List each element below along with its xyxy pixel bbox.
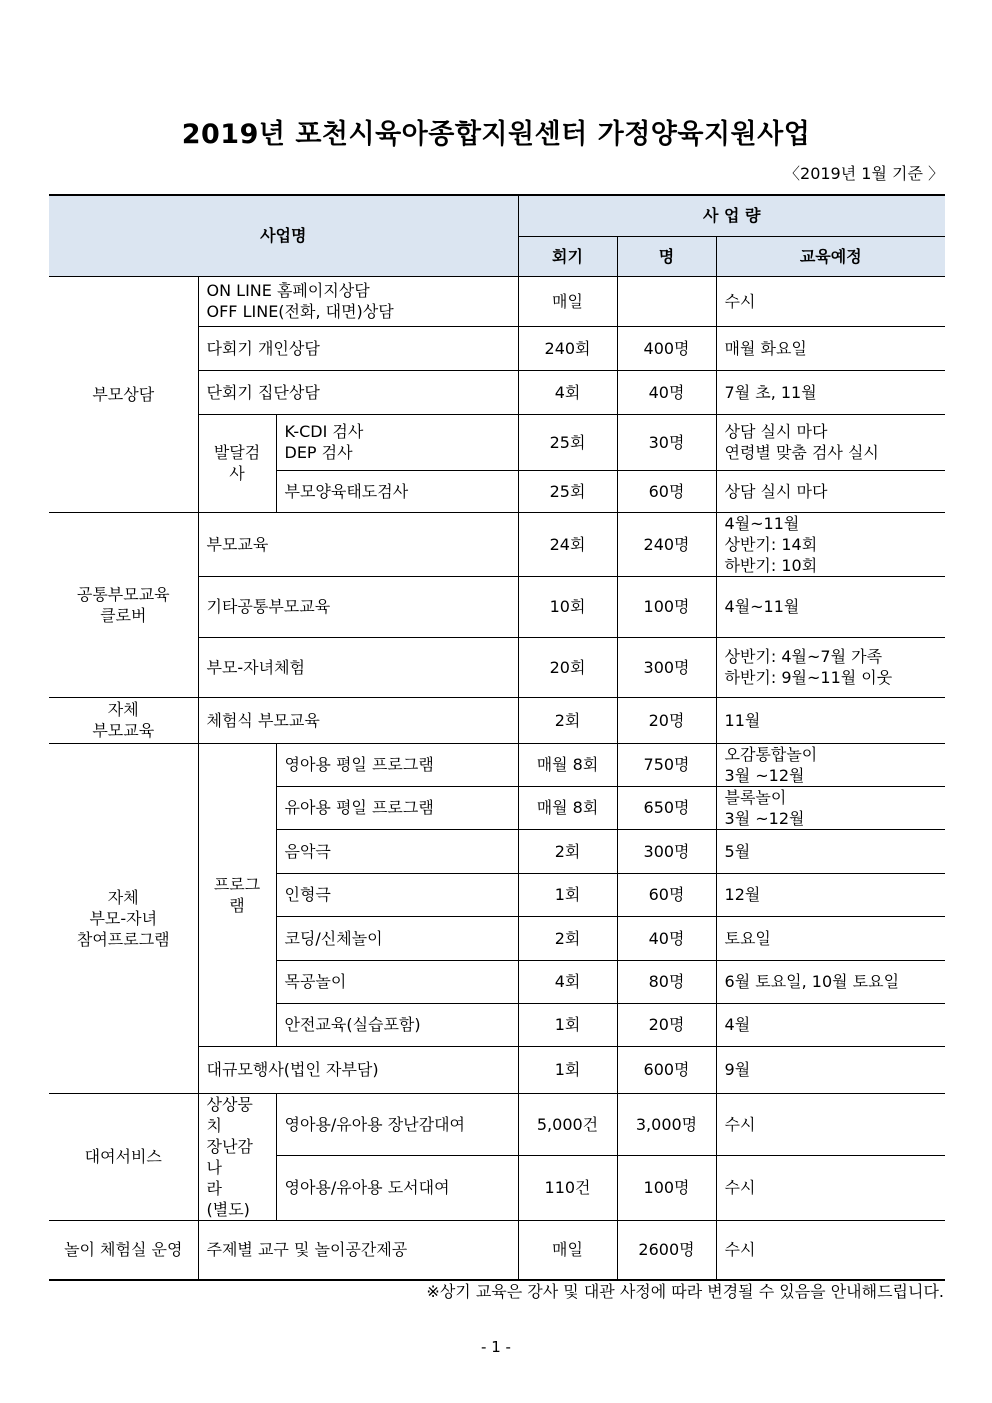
schedule-cell: 수시 (716, 1220, 945, 1280)
program-name: ON LINE 홈페이지상담 OFF LINE(전화, 대면)상담 (198, 276, 518, 326)
header-quantity: 사 업 량 (518, 195, 945, 236)
program-name: 주제별 교구 및 놀이공간제공 (198, 1220, 518, 1280)
schedule-cell: 수시 (716, 276, 945, 326)
people-cell: 2600명 (617, 1220, 716, 1280)
sessions-cell: 5,000건 (518, 1093, 617, 1156)
program-name: 부모양육태도검사 (276, 470, 518, 512)
sessions-cell: 4회 (518, 370, 617, 414)
subcategory-cell: 상상뭉치 장난감나 라 (별도) (198, 1093, 276, 1220)
header-schedule: 교육예정 (716, 236, 945, 276)
category-cell: 대여서비스 (49, 1093, 198, 1220)
program-table (49, 194, 945, 1281)
table-row (49, 276, 945, 326)
subcategory-cell: 발달검사 (198, 414, 276, 512)
people-cell: 400명 (617, 326, 716, 370)
people-cell (617, 276, 716, 326)
program-name: 목공놀이 (276, 960, 518, 1003)
people-cell: 40명 (617, 916, 716, 960)
sessions-cell: 1회 (518, 1003, 617, 1046)
people-cell: 20명 (617, 697, 716, 743)
people-cell: 60명 (617, 873, 716, 916)
program-name: 단회기 집단상담 (198, 370, 518, 414)
people-cell: 650명 (617, 786, 716, 829)
sessions-cell: 2회 (518, 916, 617, 960)
people-cell: 30명 (617, 414, 716, 470)
program-name: 음악극 (276, 829, 518, 873)
category-cell: 공통부모교육 클로버 (49, 512, 198, 697)
sessions-cell: 1회 (518, 873, 617, 916)
page-title: 2019년 포천시육아종합지원센터 가정양육지원사업 (181, 119, 811, 150)
people-cell: 20명 (617, 1003, 716, 1046)
program-name: 다회기 개인상담 (198, 326, 518, 370)
header-sessions: 회기 (518, 236, 617, 276)
sessions-cell: 110건 (518, 1156, 617, 1220)
sessions-cell: 24회 (518, 512, 617, 576)
schedule-cell: 오감통합놀이 3월 ~12월 (716, 743, 945, 786)
basis-date: 〈2019년 1월 기준 〉 (784, 164, 944, 183)
footnote: ※상기 교육은 강사 및 대관 사정에 따라 변경될 수 있음을 안내해드립니다. (426, 1282, 944, 1301)
program-name: 유아용 평일 프로그램 (276, 786, 518, 829)
table-row (49, 1220, 945, 1280)
header-people: 명 (617, 236, 716, 276)
sessions-cell: 10회 (518, 576, 617, 637)
program-name: 코딩/신체놀이 (276, 916, 518, 960)
program-name: 대규모행사(법인 자부담) (198, 1046, 518, 1093)
schedule-cell: 매월 화요일 (716, 326, 945, 370)
schedule-cell: 수시 (716, 1093, 945, 1156)
sessions-cell: 4회 (518, 960, 617, 1003)
schedule-cell: 블록놀이 3월 ~12월 (716, 786, 945, 829)
sessions-cell: 25회 (518, 470, 617, 512)
category-cell: 자체 부모-자녀 참여프로그램 (49, 743, 198, 1093)
people-cell: 60명 (617, 470, 716, 512)
people-cell: 3,000명 (617, 1093, 716, 1156)
people-cell: 240명 (617, 512, 716, 576)
people-cell: 750명 (617, 743, 716, 786)
schedule-cell: 5월 (716, 829, 945, 873)
sessions-cell: 매월 8회 (518, 743, 617, 786)
schedule-cell: 4월 (716, 1003, 945, 1046)
category-cell: 부모상담 (49, 276, 198, 512)
schedule-cell: 6월 토요일, 10월 토요일 (716, 960, 945, 1003)
schedule-cell: 상반기: 4월~7월 가족 하반기: 9월~11월 이웃 (716, 637, 945, 697)
program-name: 기타공통부모교육 (198, 576, 518, 637)
header-row (49, 195, 945, 236)
schedule-cell: 상담 실시 마다 (716, 470, 945, 512)
sessions-cell: 2회 (518, 697, 617, 743)
people-cell: 100명 (617, 1156, 716, 1220)
program-name: 부모-자녀체험 (198, 637, 518, 697)
schedule-cell: 7월 초, 11월 (716, 370, 945, 414)
table-row (49, 743, 945, 786)
schedule-cell: 12월 (716, 873, 945, 916)
sessions-cell: 매일 (518, 1220, 617, 1280)
page-number: - 1 - (481, 1338, 511, 1356)
program-name: 영아용/유아용 도서대여 (276, 1156, 518, 1220)
schedule-cell: 4월~11월 (716, 576, 945, 637)
program-name: K-CDI 검사 DEP 검사 (276, 414, 518, 470)
sessions-cell: 20회 (518, 637, 617, 697)
people-cell: 300명 (617, 637, 716, 697)
sessions-cell: 25회 (518, 414, 617, 470)
schedule-cell: 4월~11월 상반기: 14회 하반기: 10회 (716, 512, 945, 576)
sessions-cell: 매월 8회 (518, 786, 617, 829)
sessions-cell: 1회 (518, 1046, 617, 1093)
people-cell: 40명 (617, 370, 716, 414)
program-name: 안전교육(실습포함) (276, 1003, 518, 1046)
people-cell: 300명 (617, 829, 716, 873)
schedule-cell: 9월 (716, 1046, 945, 1093)
category-cell: 자체 부모교육 (49, 697, 198, 743)
program-name: 영아용/유아용 장난감대여 (276, 1093, 518, 1156)
people-cell: 80명 (617, 960, 716, 1003)
table-row (49, 512, 945, 576)
table-row (49, 697, 945, 743)
sessions-cell: 2회 (518, 829, 617, 873)
schedule-cell: 수시 (716, 1156, 945, 1220)
program-name: 영아용 평일 프로그램 (276, 743, 518, 786)
category-cell: 놀이 체험실 운영 (49, 1220, 198, 1280)
table-row (49, 1093, 945, 1156)
people-cell: 600명 (617, 1046, 716, 1093)
schedule-cell: 토요일 (716, 916, 945, 960)
sessions-cell: 240회 (518, 326, 617, 370)
program-name: 부모교육 (198, 512, 518, 576)
subcategory-cell: 프로그램 (198, 743, 276, 1046)
program-name: 인형극 (276, 873, 518, 916)
schedule-cell: 11월 (716, 697, 945, 743)
schedule-cell: 상담 실시 마다 연령별 맞춤 검사 실시 (716, 414, 945, 470)
program-name: 체험식 부모교육 (198, 697, 518, 743)
sessions-cell: 매일 (518, 276, 617, 326)
header-project-name: 사업명 (49, 195, 518, 276)
people-cell: 100명 (617, 576, 716, 637)
